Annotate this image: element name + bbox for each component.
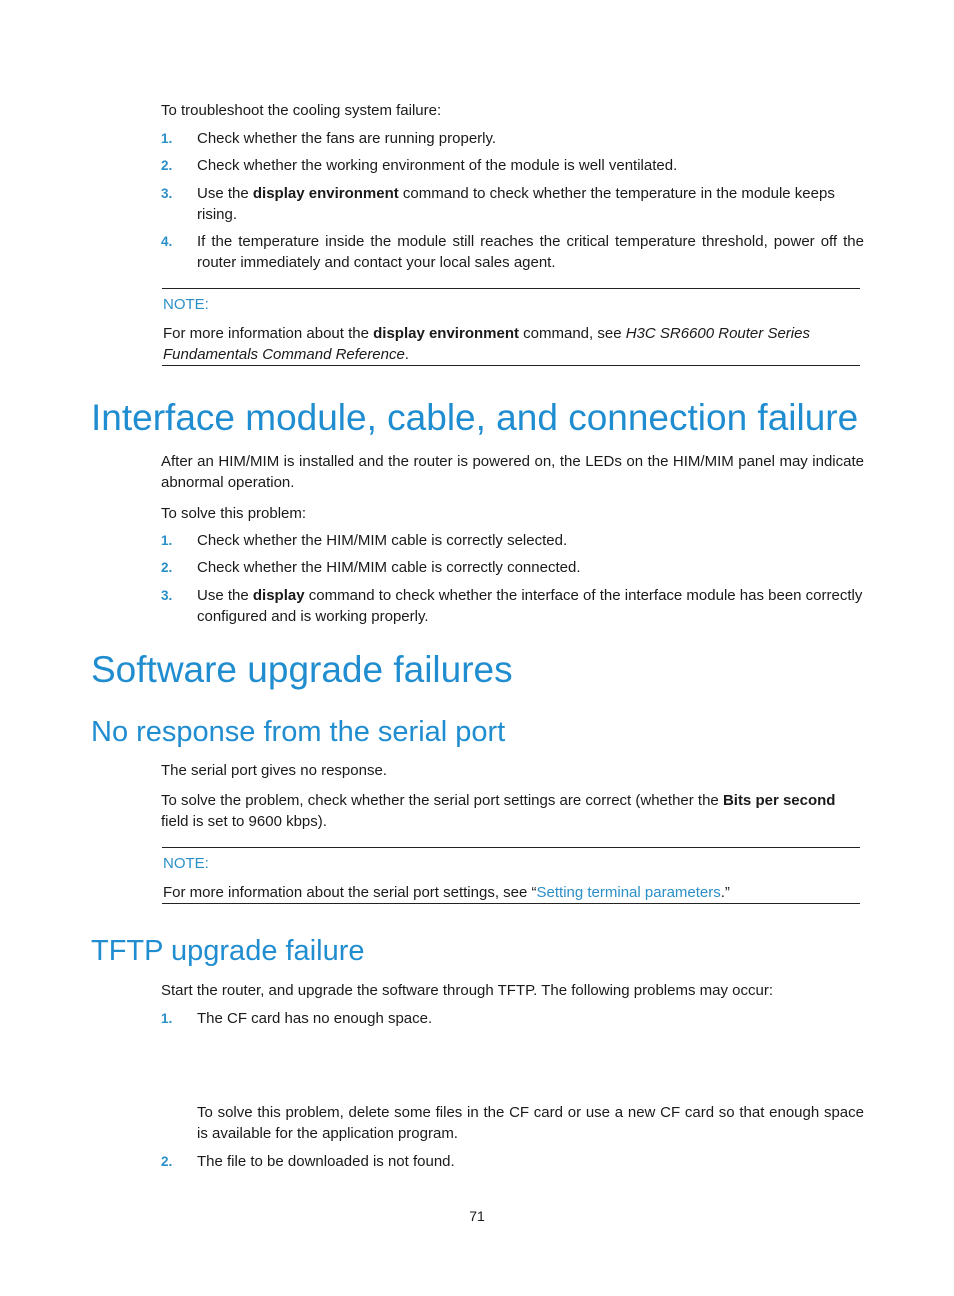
paragraph: After an HIM/MIM is installed and the router is powered on, the LEDs on the HIM/MIM panel may indicate abnormal operation. xyxy=(161,453,864,491)
command-name: display xyxy=(252,587,305,604)
list-number: 1. xyxy=(161,533,173,548)
note-label: NOTE: xyxy=(163,855,209,872)
subsection-heading: TFTP upgrade failure xyxy=(91,935,365,967)
list-text: Use the display environment command to check whether the temperature in the module keeps rising. xyxy=(197,185,835,223)
paragraph: Start the router, and upgrade the software through TFTP. The following problems may occur: xyxy=(161,982,773,999)
list-text: The CF card has no enough space. xyxy=(197,1010,433,1027)
list-text: Check whether the HIM/MIM cable is correctly selected. xyxy=(197,532,568,549)
list-number: 2. xyxy=(161,1154,173,1169)
note-text: For more information about the display environment command, see H3C SR6600 Router Series Fundamentals Command Reference. xyxy=(163,325,810,363)
paragraph: To solve the problem, check whether the serial port settings are correct (whether the Bits per second field is set to 9600 kbps). xyxy=(161,792,836,830)
list-text: If the temperature inside the module still reaches the critical temperature threshold, power off the router immediately and contact your local sales agent. xyxy=(197,233,864,271)
command-name: display environment xyxy=(373,325,519,342)
paragraph: The serial port gives no response. xyxy=(161,762,387,779)
note-top-rule xyxy=(162,847,860,848)
list-text: Use the display command to check whether the interface of the interface module has been correctly configured and is working properly. xyxy=(197,587,863,625)
note-text: For more information about the serial port settings, see “Setting terminal parameters.” xyxy=(163,884,730,901)
section-heading: Interface module, cable, and connection failure xyxy=(91,397,859,438)
paragraph: To solve this problem: xyxy=(161,505,307,522)
command-name: display environment xyxy=(252,185,399,202)
list-number: 2. xyxy=(161,560,173,575)
subsection-heading: No response from the serial port xyxy=(91,716,506,748)
list-text: Check whether the HIM/MIM cable is correctly connected. xyxy=(197,559,581,576)
list-text: Check whether the fans are running properly. xyxy=(197,130,497,147)
section-heading: Software upgrade failures xyxy=(91,649,513,690)
list-text: The file to be downloaded is not found. xyxy=(197,1153,455,1170)
list-number: 3. xyxy=(161,186,173,201)
list-number: 2. xyxy=(161,158,173,173)
list-number: 4. xyxy=(161,234,173,249)
page-number: 71 xyxy=(469,1208,485,1224)
note-top-rule xyxy=(162,288,860,289)
list-number: 1. xyxy=(161,1011,173,1026)
list-number: 1. xyxy=(161,131,173,146)
list-number: 3. xyxy=(161,588,173,603)
note-bottom-rule xyxy=(162,903,860,904)
field-name: Bits per second xyxy=(722,792,836,809)
paragraph: To solve this problem, delete some files in the CF card or use a new CF card so that enough space is available for the application program. xyxy=(197,1104,864,1142)
note-label: NOTE: xyxy=(163,296,209,313)
note-bottom-rule xyxy=(162,365,860,366)
cooling-intro: To troubleshoot the cooling system failure: xyxy=(161,102,442,119)
reference-title: H3C SR6600 Router Series Fundamentals Command Reference xyxy=(163,325,810,363)
list-text: Check whether the working environment of the module is well ventilated. xyxy=(197,157,678,174)
setting-terminal-parameters-link[interactable]: Setting terminal parameters xyxy=(536,884,721,901)
